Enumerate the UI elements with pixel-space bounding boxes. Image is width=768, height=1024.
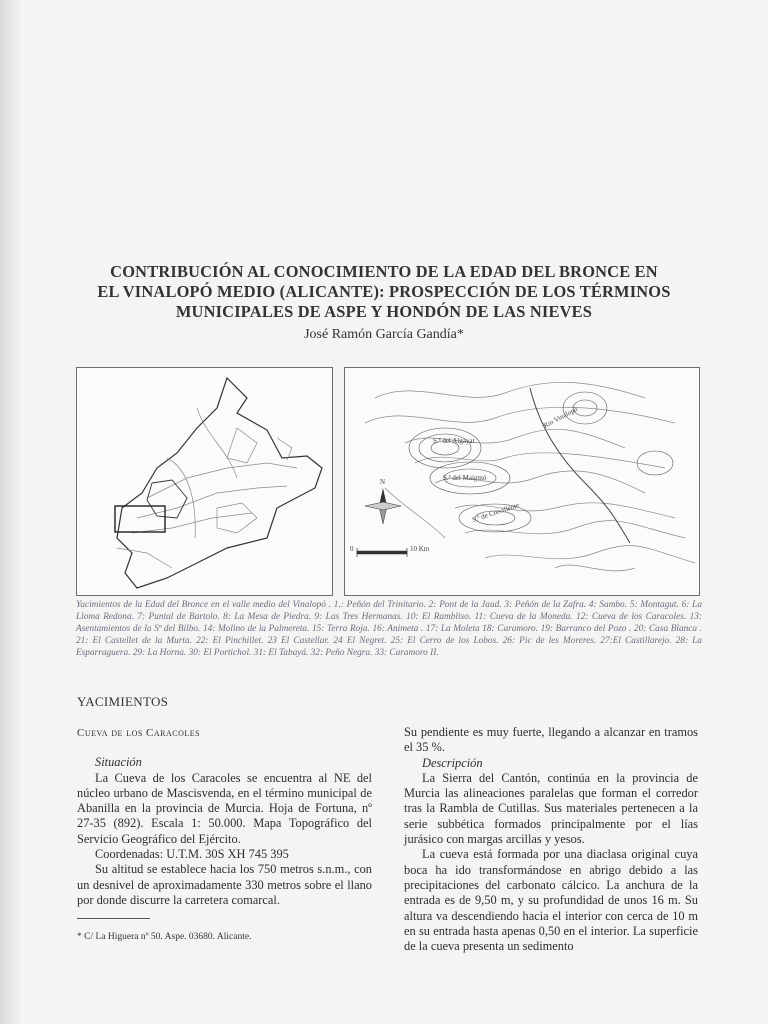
left-column bbox=[77, 726, 372, 908]
province-map-figure bbox=[76, 367, 333, 596]
right-column bbox=[404, 725, 698, 954]
title-line-2: EL VINALOPÓ MEDIO (ALICANTE): PROSPECCIÓN DE LOS TÉRMINOS bbox=[97, 282, 671, 301]
paragraph: La Cueva de los Caracoles se encuentra al NE del núcleo urbano de Mascisvenda, en el término municipal de Abanilla en la provincia de Murcia. Hoja de Fortuna, nº 27-35 (892). Escala 1: 50.000. Mapa Topográfico del Servicio Geográfico del Ejército. bbox=[77, 770, 372, 846]
north-arrow-icon bbox=[365, 478, 401, 524]
topographic-map bbox=[345, 368, 699, 595]
scale-end: 10 Km bbox=[410, 545, 430, 553]
sierra-label-1: S.ª del Algayat bbox=[433, 437, 475, 445]
situacion-label: Situación bbox=[95, 755, 142, 770]
topographic-map-figure bbox=[344, 367, 700, 596]
section-heading: YACIMIENTOS bbox=[77, 694, 169, 709]
scale-bar bbox=[350, 545, 430, 557]
footnote-divider bbox=[77, 918, 150, 919]
subsection-heading: Cueva de los Caracoles bbox=[77, 727, 201, 739]
north-label: N bbox=[380, 478, 386, 486]
footnote: * C/ La Higuera nº 50. Aspe. 03680. Alicante. bbox=[77, 932, 252, 942]
sierra-label-3: S.ª de Crevillente bbox=[471, 501, 521, 524]
province-map bbox=[77, 368, 332, 595]
coordinates-paragraph: Coordenadas: U.T.M. 30S XH 745 395 bbox=[95, 847, 289, 862]
paragraph: Su altitud se establece hacia los 750 metros s.n.m., con un desnivel de aproximadamente 330 metros sobre el llano por donde discurre la carretera comarcal. bbox=[77, 862, 372, 907]
figure-caption bbox=[76, 600, 702, 660]
descripcion-label: Descripción bbox=[422, 755, 483, 770]
scale-start: 0 bbox=[350, 545, 354, 553]
title-line-1: CONTRIBUCIÓN AL CONOCIMIENTO DE LA EDAD DEL BRONCE EN bbox=[110, 262, 658, 281]
sierra-label-2: S.ª del Maigmó bbox=[443, 474, 487, 482]
article-title bbox=[60, 262, 708, 322]
paragraph: Su pendiente es muy fuerte, llegando a alcanzar en tramos el 35 %. bbox=[404, 725, 698, 755]
paragraph: La Sierra del Cantón, continúa en la provincia de Murcia las alineaciones paralelas que forman el corredor tras la Rambla de Cutillas. Sus materiales pertenecen a la serie subbética formados principalmente por el lías jurásico con margas arcillas y yesos. bbox=[404, 770, 698, 847]
caption-text: Yacimientos de la Edad del Bronce en el valle medio del Vinalopó . 1.: Peñón del Trinitario. 2: Pont de la Jaud. 3: Peñón de la Zafra. 4: Sambo. 5: Montagut. 6: La Lloma Redona. 7: Puntal de Bartolo. 8: La Mesa de Piedra. 9: Las Tres Hermanas. 10: El Rambliso. 11: Cueva de la Moneda. 12: Cueva de los Caracoles. 13: Asentamientos de la Sª del Bilbo. 14: Molino de la Palmereta. 15: Terra Roja. 16: Animeta . 17: La Moleta 18: Caramoro. 19: Barranco del Pozo . 20: Casa Blanca . 21: El Castellet de la Murta. 22: El Pinchillet. 23 El Castellar. 24 El Negret. 25: El Cerro de los Lobos. 26: Pic de les Moreres. 27:El Castillarejo. 28: La Esparraguera. 29: La Horna. 30: El Portichol. 31: El Tabayá. 32: Peño Negra. 33: Caramoro II. bbox=[76, 600, 702, 658]
page-gutter-shadow bbox=[0, 0, 22, 1024]
title-line-3: MUNICIPALES DE ASPE Y HONDÓN DE LAS NIEVES bbox=[175, 302, 593, 321]
river-label: Rio Vinalopó bbox=[542, 405, 579, 430]
study-area-box bbox=[115, 506, 165, 532]
paragraph: La cueva está formada por una diaclasa original cuya boca ha ido transformándose en abrigo debido a las precipitaciones del carbonato cálcico. La anchura de la entrada es de 9,50 m, y su profundidad de unos 16 m. Su altura va descendiendo hacia el interior con cerca de 10 m en su entrada hasta apenas 0,50 en el interior. La superficie de la cueva presenta un sedimento bbox=[404, 847, 698, 954]
author-line: José Ramón García Gandía* bbox=[304, 327, 464, 342]
